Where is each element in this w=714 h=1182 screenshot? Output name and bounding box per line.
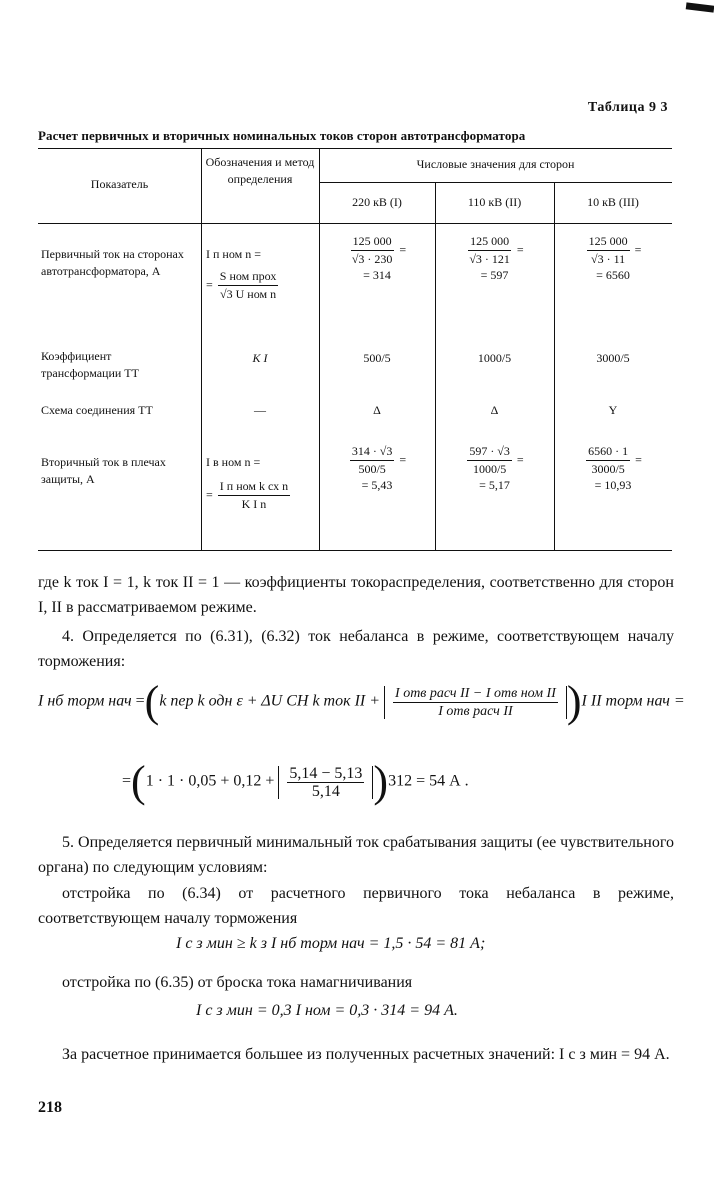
data-table <box>38 148 672 552</box>
header-side-220: 220 кВ (I) <box>352 195 402 209</box>
row-ct-scheme-label: Схема соединения ТТ <box>41 403 153 417</box>
row-secondary-current-220: $\frac{314 \cdot √3}{500/5}$ = = 5,43 <box>351 444 407 492</box>
row-ct-ratio-10: 3000/5 <box>596 351 630 365</box>
header-method: Обозначения и метод определения <box>205 155 315 186</box>
row-ct-ratio-method: K I <box>252 351 268 365</box>
row-ct-scheme-110: Δ <box>490 403 499 417</box>
row-primary-current-method: I п ном n = = $\frac{\text{S ном прох}}{\text{√3 U ном n}}$ <box>206 247 277 301</box>
table-caption: Расчет первичных и вторичных номинальных токов сторон автотрансформатора <box>38 128 526 143</box>
row-primary-current-label: Первичный ток на сторонах автотрансформатора, А <box>41 247 184 278</box>
row-secondary-current-110: $\frac{597 \cdot √3}{1000/5}$ = = 5,17 <box>469 444 524 492</box>
row-primary-current-110: $\frac{125 000}{√3 \cdot 121}$ = = 597 <box>469 234 524 282</box>
row-primary-current-10: $\frac{125 000}{√3 \cdot 11}$ = = 6560 <box>588 234 642 282</box>
paragraph-conclusion: За расчетное принимается большее из полученных расчетных значений: I с з мин = 94 А. <box>62 1046 670 1063</box>
equation-min-current-inrush: I с з мин = 0,3 I ном = 0,3 · 314 = 94 А. <box>196 1002 458 1019</box>
paragraph-step-5: 5. Определяется первичный минимальный ток срабатывания защиты (ее чувствительного органа) по следующим условиям: <box>38 834 674 876</box>
row-secondary-current-method: I в ном n = = $\frac{\text{I п ном k сх n}}{\text{K I n}}$ <box>206 455 289 511</box>
paragraph-coefficients: где k ток I = 1, k ток II = 1 — коэффициенты токораспределения, соответственно для сторон I, II в рассматриваемом режиме. <box>38 574 674 616</box>
row-ct-ratio-220: 500/5 <box>363 351 391 365</box>
row-primary-current-220: $\frac{125 000}{√3 \cdot 230}$ = = 314 <box>351 234 407 282</box>
header-values-group: Числовые значения для сторон <box>416 157 575 171</box>
row-secondary-current-label: Вторичный ток в плечах защиты, А <box>41 455 166 486</box>
paragraph-condition-unbalance: отстройка по (6.34) от расчетного первичного тока небаланса в режиме, соответствующем началу торможения <box>38 885 674 927</box>
header-side-110: 110 кВ (II) <box>467 195 522 209</box>
header-indicator: Показатель <box>90 177 149 191</box>
equation-unbalance-formula: I нб торм нач =(k пер k одн ε + ΔU CH k ток II + $\frac{\text{I отв расч II − I отв ном II}}{\text{I отв расч II}}$ )I II торм нач = <box>38 677 685 726</box>
paragraph-condition-inrush: отстройка по (6.35) от броска тока намагничивания <box>62 974 413 991</box>
header-side-10: 10 кВ (III) <box>587 195 639 209</box>
row-ct-ratio-110: 1000/5 <box>477 351 512 365</box>
row-secondary-current-10: $\frac{6560 \cdot 1}{3000/5}$ = = 10,93 <box>588 444 642 492</box>
row-ct-scheme-method: — <box>254 403 266 417</box>
paragraph-step-4: 4. Определяется по (6.31), (6.32) ток небаланса в режиме, соответствующем началу торможения: <box>38 628 674 670</box>
row-ct-ratio-label: Коэффициент трансформации ТТ <box>41 349 139 380</box>
table-number: Таблица 9 3 <box>587 100 668 115</box>
page-corner-mark <box>686 2 714 12</box>
page-number: 218 <box>38 1099 62 1116</box>
equation-unbalance-value: =(1 · 1 · 0,05 + 0,12 + $\frac{5,14 - 5,13}{5,14}$ )312 = 54 А . <box>122 757 469 806</box>
row-ct-scheme-220: Δ <box>373 403 381 417</box>
row-ct-scheme-10: Y <box>608 403 618 417</box>
equation-min-current-unbalance: I с з мин ≥ k з I нб торм нач = 1,5 · 54 = 81 А; <box>176 935 486 952</box>
